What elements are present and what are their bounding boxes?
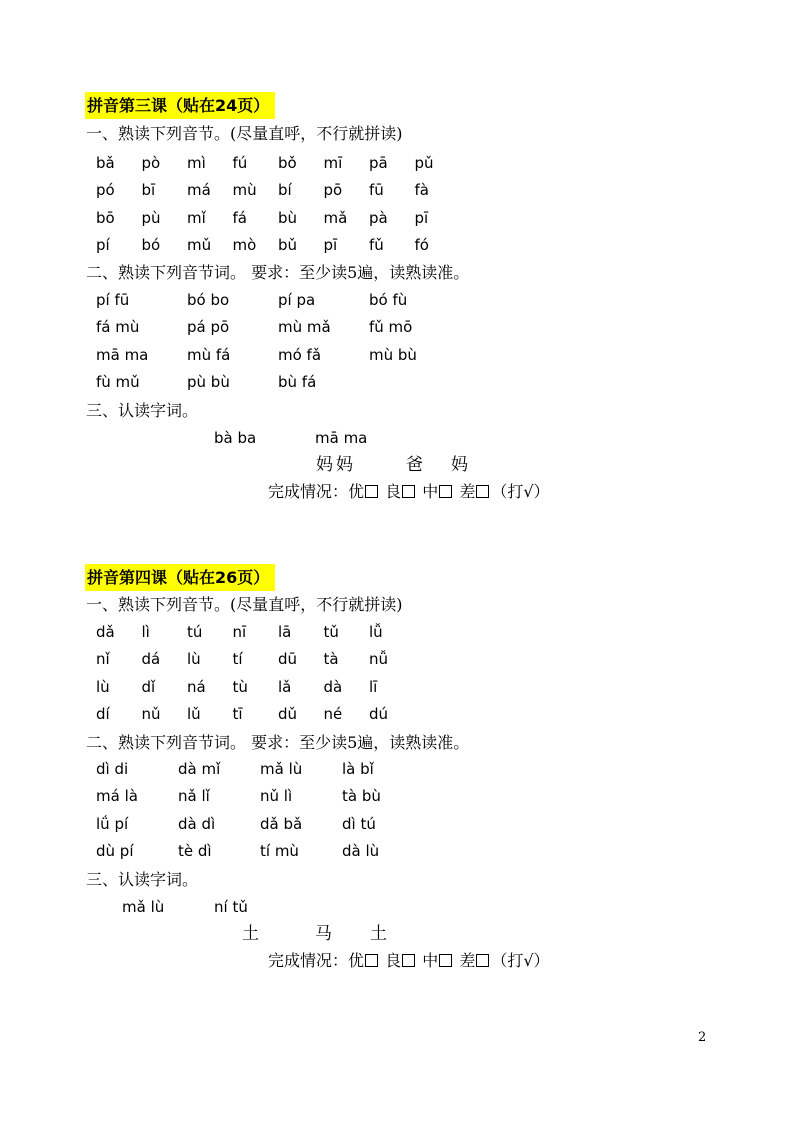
checkbox-you[interactable] [365,954,378,967]
lesson3-section3-heading: 三、认读字词。 [86,401,199,420]
status-cha-label: 差 [459,951,476,970]
lesson4-read-pinyin-1: mǎ lù [122,898,165,916]
status-label: 完成情况： [268,951,349,970]
pinyin-word: dà dì [178,814,216,833]
pinyin-syllable: fū [369,181,384,200]
pinyin-syllable: lù [187,650,201,669]
pinyin-syllable: dǔ [278,705,298,724]
pinyin-syllable: nī [232,623,247,641]
pinyin-syllable: pō [323,181,343,200]
pinyin-word: tí mù [260,842,299,861]
pinyin-syllable: dà [323,677,343,696]
pinyin-syllable: nǔ [141,705,161,724]
pinyin-syllable: mī [323,154,343,172]
pinyin-syllable: dá [141,650,161,669]
pinyin-word: tà bù [342,787,381,806]
pinyin-syllable: bō [96,208,115,227]
pinyin-syllable: bó [141,236,161,255]
pinyin-syllable: lǔ [187,705,201,724]
pinyin-word: dà lù [342,842,380,861]
pinyin-word: pá pō [187,318,230,337]
pinyin-syllable: má [187,181,211,200]
pinyin-word: fá mù [96,318,140,337]
checkbox-cha[interactable] [476,954,489,967]
pinyin-syllable: mù [232,181,257,200]
pinyin-syllable: pī [414,208,429,227]
checkbox-liang[interactable] [402,954,415,967]
pinyin-syllable: né [323,705,343,724]
pinyin-syllable: tī [232,705,243,724]
pinyin-syllable: lì [141,623,150,641]
pinyin-word: dà mǐ [178,760,221,778]
lesson4-section3-heading: 三、认读字词。 [86,870,199,889]
pinyin-word: lǘ pí [96,814,129,833]
pinyin-word: fǔ mō [369,318,413,337]
pinyin-syllable: tí [232,650,243,669]
pinyin-syllable: dú [369,705,389,724]
pinyin-word: mù mǎ [278,318,331,337]
pinyin-syllable: bǎ [96,154,115,172]
pinyin-syllable: fú [232,154,248,172]
pinyin-syllable: bǒ [278,154,297,172]
pinyin-word: má là [96,787,138,806]
lesson3-read-hanzi-1: 妈妈 [316,455,356,475]
pinyin-syllable: tǔ [323,623,339,641]
pinyin-syllable: mǐ [187,208,206,227]
pinyin-syllable: tú [187,623,203,641]
pinyin-syllable: lǚ [369,623,383,641]
lesson3-read-hanzi-2: 爸 [406,455,423,475]
pinyin-syllable: lī [369,677,378,696]
checkbox-zhong[interactable] [439,954,452,967]
pinyin-word: nǔ lì [260,787,293,806]
pinyin-word: dǎ bǎ [260,814,303,833]
status-tail: （打√） [491,482,550,501]
pinyin-word: bó bo [187,291,230,309]
pinyin-syllable: dǐ [141,677,156,696]
checkbox-liang[interactable] [402,485,415,498]
pinyin-syllable: tà [323,650,339,669]
pinyin-syllable: pò [141,154,161,172]
lesson4-section1-heading: 一、熟读下列音节。(尽量直呼，不行就拼读) [86,595,403,614]
pinyin-syllable: lù [96,677,110,696]
pinyin-syllable: ná [187,677,206,696]
checkbox-zhong[interactable] [439,485,452,498]
pinyin-word: pù bù [187,373,230,392]
lesson3-read-hanzi-3: 妈 [451,455,468,475]
status-cha-label: 差 [459,482,476,501]
pinyin-syllable: dí [96,705,110,724]
pinyin-word: mù fá [187,345,231,364]
pinyin-syllable: pā [369,154,388,172]
pinyin-word: dì di [96,760,129,778]
lesson4-read-pinyin-2: ní tǔ [214,898,248,916]
lesson3-completion-status [268,482,550,502]
pinyin-word: dù pí [96,842,134,861]
pinyin-syllable: fǔ [369,236,384,255]
pinyin-syllable: tù [232,677,248,696]
lesson4-read-hanzi-2: 马 [315,924,332,944]
pinyin-syllable: bī [141,181,156,200]
pinyin-syllable: nǐ [96,650,110,669]
pinyin-syllable: lā [278,623,292,641]
pinyin-syllable: lǎ [278,677,292,696]
pinyin-word: pí pa [278,291,316,309]
pinyin-syllable: pà [369,208,388,227]
page-number: 2 [698,1030,707,1045]
pinyin-syllable: pǔ [414,154,434,172]
checkbox-cha[interactable] [476,485,489,498]
pinyin-syllable: fà [414,181,429,200]
checkbox-you[interactable] [365,485,378,498]
pinyin-syllable: bí [278,181,292,200]
pinyin-syllable: bù [278,208,298,227]
status-tail: （打√） [491,951,550,970]
lesson3-section2-heading: 二、熟读下列音节词。 要求：至少读5遍，读熟读准。 [86,263,470,282]
pinyin-syllable: pī [323,236,338,255]
pinyin-word: mǎ lù [260,760,303,778]
lesson3-section1-heading: 一、熟读下列音节。(尽量直呼，不行就拼读) [86,124,403,143]
lesson4-completion-status [268,951,550,971]
pinyin-syllable: pù [141,208,161,227]
pinyin-syllable: nǚ [369,650,389,669]
status-you-label: 优 [348,482,365,501]
pinyin-syllable: dū [278,650,298,669]
pinyin-word: fù mǔ [96,373,140,392]
pinyin-word: mù bù [369,345,417,364]
pinyin-syllable: pí [96,236,110,255]
lesson3-read-pinyin-1: bà ba [214,429,257,447]
lesson3-title: 拼音第三课（贴在24页） [85,92,275,119]
pinyin-syllable: mǔ [187,236,212,255]
pinyin-syllable: fá [232,208,247,227]
pinyin-word: bó fù [369,291,408,309]
lesson4-read-hanzi-3: 土 [370,924,387,944]
status-zhong-label: 中 [422,482,439,501]
pinyin-word: mā ma [96,345,149,364]
pinyin-word: mó fǎ [278,345,322,364]
pinyin-syllable: mì [187,154,206,172]
status-liang-label: 良 [385,482,402,501]
pinyin-syllable: mǎ [323,208,348,227]
lesson4-read-hanzi-1: 土 [242,924,259,944]
lesson3-read-pinyin-2: mā ma [315,429,368,447]
pinyin-word: pí fū [96,291,130,309]
pinyin-word: là bǐ [342,760,374,778]
pinyin-syllable: mò [232,236,257,255]
pinyin-word: tè dì [178,842,212,861]
status-zhong-label: 中 [422,951,439,970]
status-liang-label: 良 [385,951,402,970]
status-label: 完成情况： [268,482,349,501]
pinyin-word: bù fá [278,373,317,392]
pinyin-word: nǎ lǐ [178,787,210,806]
pinyin-syllable: dǎ [96,623,115,641]
pinyin-word: dì tú [342,814,376,833]
lesson4-section2-heading: 二、熟读下列音节词。 要求：至少读5遍，读熟读准。 [86,733,470,752]
pinyin-syllable: bǔ [278,236,298,255]
lesson4-title: 拼音第四课（贴在26页） [85,564,275,591]
status-you-label: 优 [348,951,365,970]
pinyin-syllable: pó [96,181,115,200]
pinyin-syllable: fó [414,236,429,255]
